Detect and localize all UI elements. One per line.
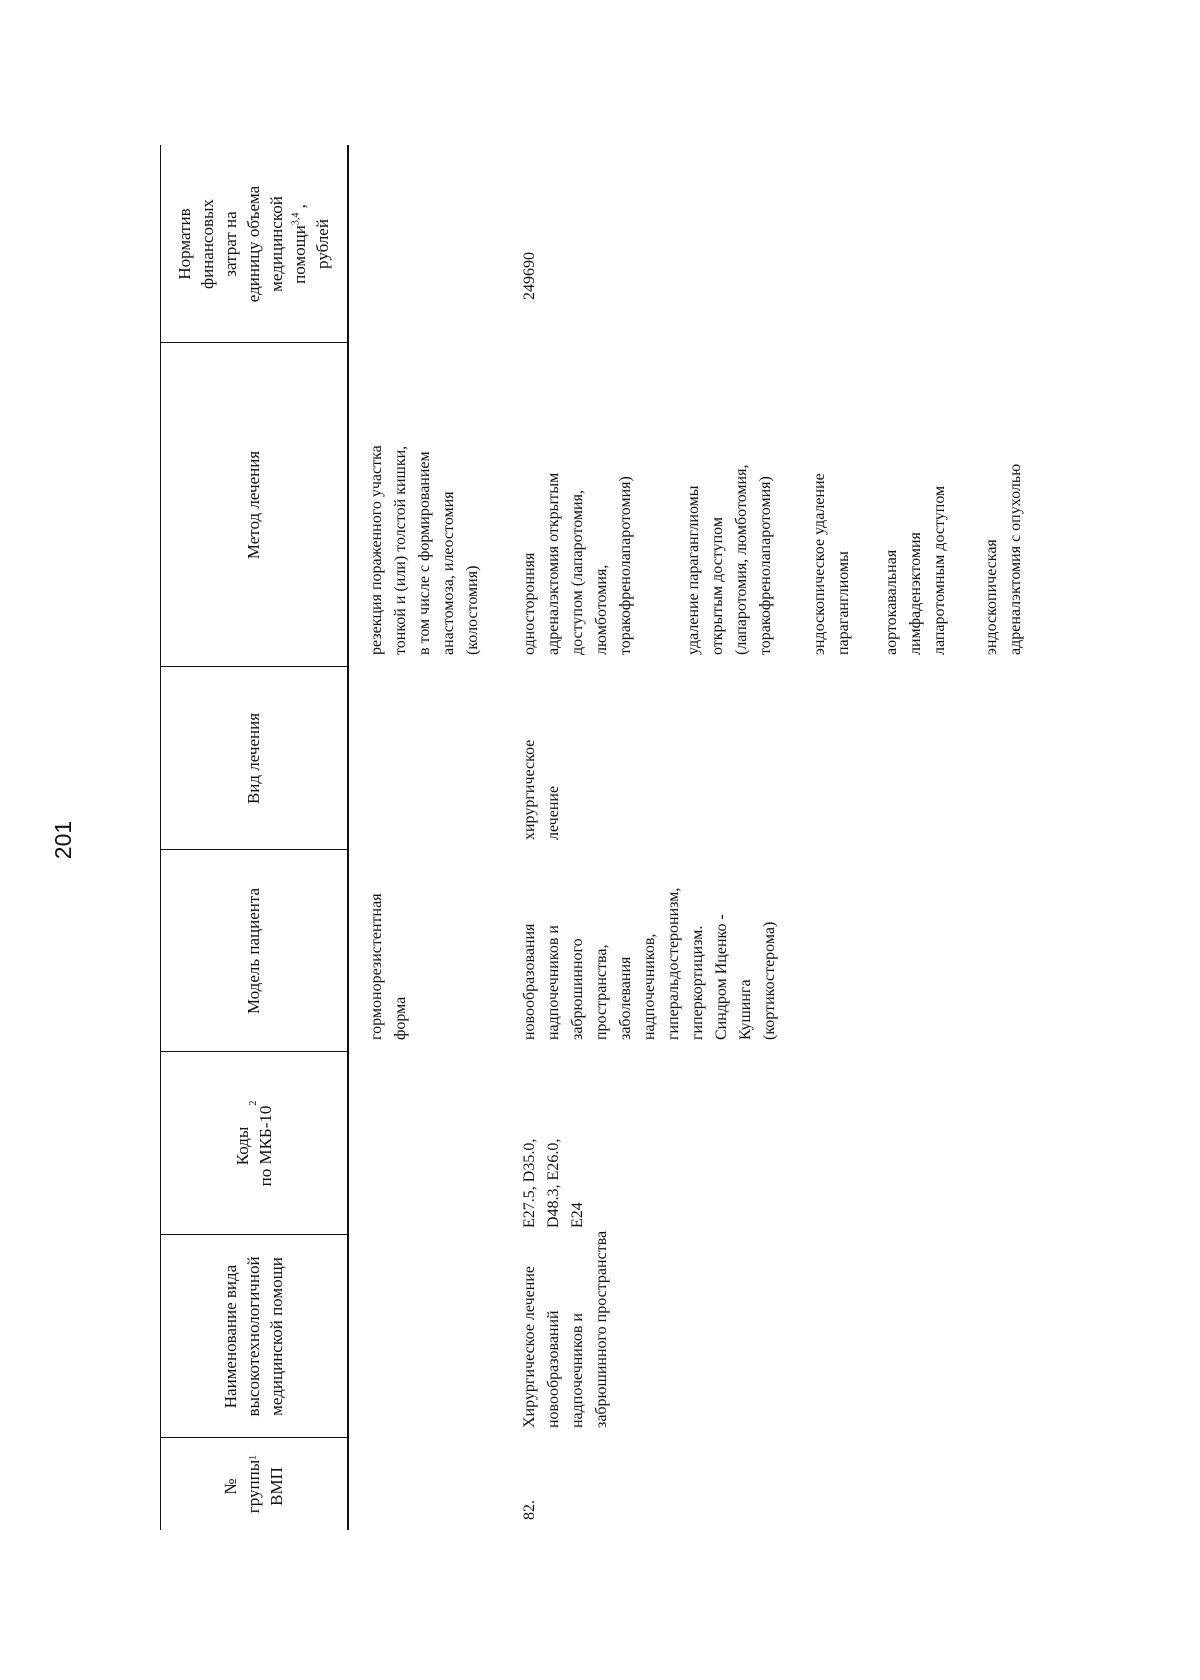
row2-method-2: удаление параганглиомы открытым доступом (лапаротомия, люмботомия, торакофренолапаротомия) — [685, 464, 774, 655]
row2-treatment-type: хирургическое лечение — [521, 739, 562, 840]
row2-norm: 249690 — [521, 252, 538, 300]
footnote-ref: 3,4 — [290, 212, 302, 226]
row2-patient-model: новообразования надпочечников и забрюшинного пространства, заболевания надпочечников, гиперальдостеронизм, гиперкортицизм. Синдром Иценко - Кушинга (кортикостерома) — [521, 887, 778, 1040]
row2-method-4: аортокавальная лимфаденэктомия лапаротомным доступом — [883, 485, 948, 655]
header-codes-text: Коды по МКБ-10 — [232, 1105, 275, 1187]
header-norm — [160, 145, 347, 343]
header-treatment-type — [160, 667, 347, 850]
header-patient-model-text: Модель пациента — [244, 887, 263, 1015]
row2-name: Хирургическое лечение новообразований надпочечников и забрюшинного пространства — [521, 1230, 610, 1428]
row1-method: резекция пораженного участка тонкой и (или) толстой кишки, в том числе с формированием анастомоза, илеостомия (колостомия) — [368, 445, 481, 655]
header-method-text: Метод лечения — [244, 450, 263, 560]
header-norm-wrap — [173, 186, 334, 302]
header-treatment-type-text: Вид лечения — [244, 712, 263, 805]
header-method — [160, 343, 347, 667]
row2-codes: E27.5, D35.0, D48.3, E26.0, E24 — [521, 1138, 586, 1228]
header-norm-tail: , рублей — [290, 204, 332, 269]
header-codes: Коды по МКБ-10 2 — [232, 1100, 275, 1187]
row2-method-3: эндоскопическое удаление параганглиомы — [811, 473, 852, 655]
header-patient-model — [160, 850, 347, 1052]
row2-group-no: 82. — [521, 1500, 538, 1520]
page-number: 201 — [50, 820, 76, 860]
header-group-no: № группы ВМП 1 — [221, 1454, 286, 1514]
header-norm-text: Норматив финансовых затрат на единицу объема медицинской помощи — [175, 185, 309, 303]
header-name — [160, 1235, 347, 1438]
header-group-no-text: № группы ВМП — [221, 1459, 286, 1514]
header-bottom-rule — [347, 145, 349, 1530]
row1-patient-model: гормонорезистентная форма — [368, 893, 409, 1040]
header-name-text: Наименование вида высокотехнологичной медицинской помощи — [221, 1256, 286, 1417]
row2-method-5: эндоскопическая адреналэктомия с опухолью — [983, 463, 1024, 655]
row2-method-1: односторонняя адреналэктомия открытым доступом (лапаротомия, люмботомия, торакофренолапаротомия) — [521, 472, 634, 655]
